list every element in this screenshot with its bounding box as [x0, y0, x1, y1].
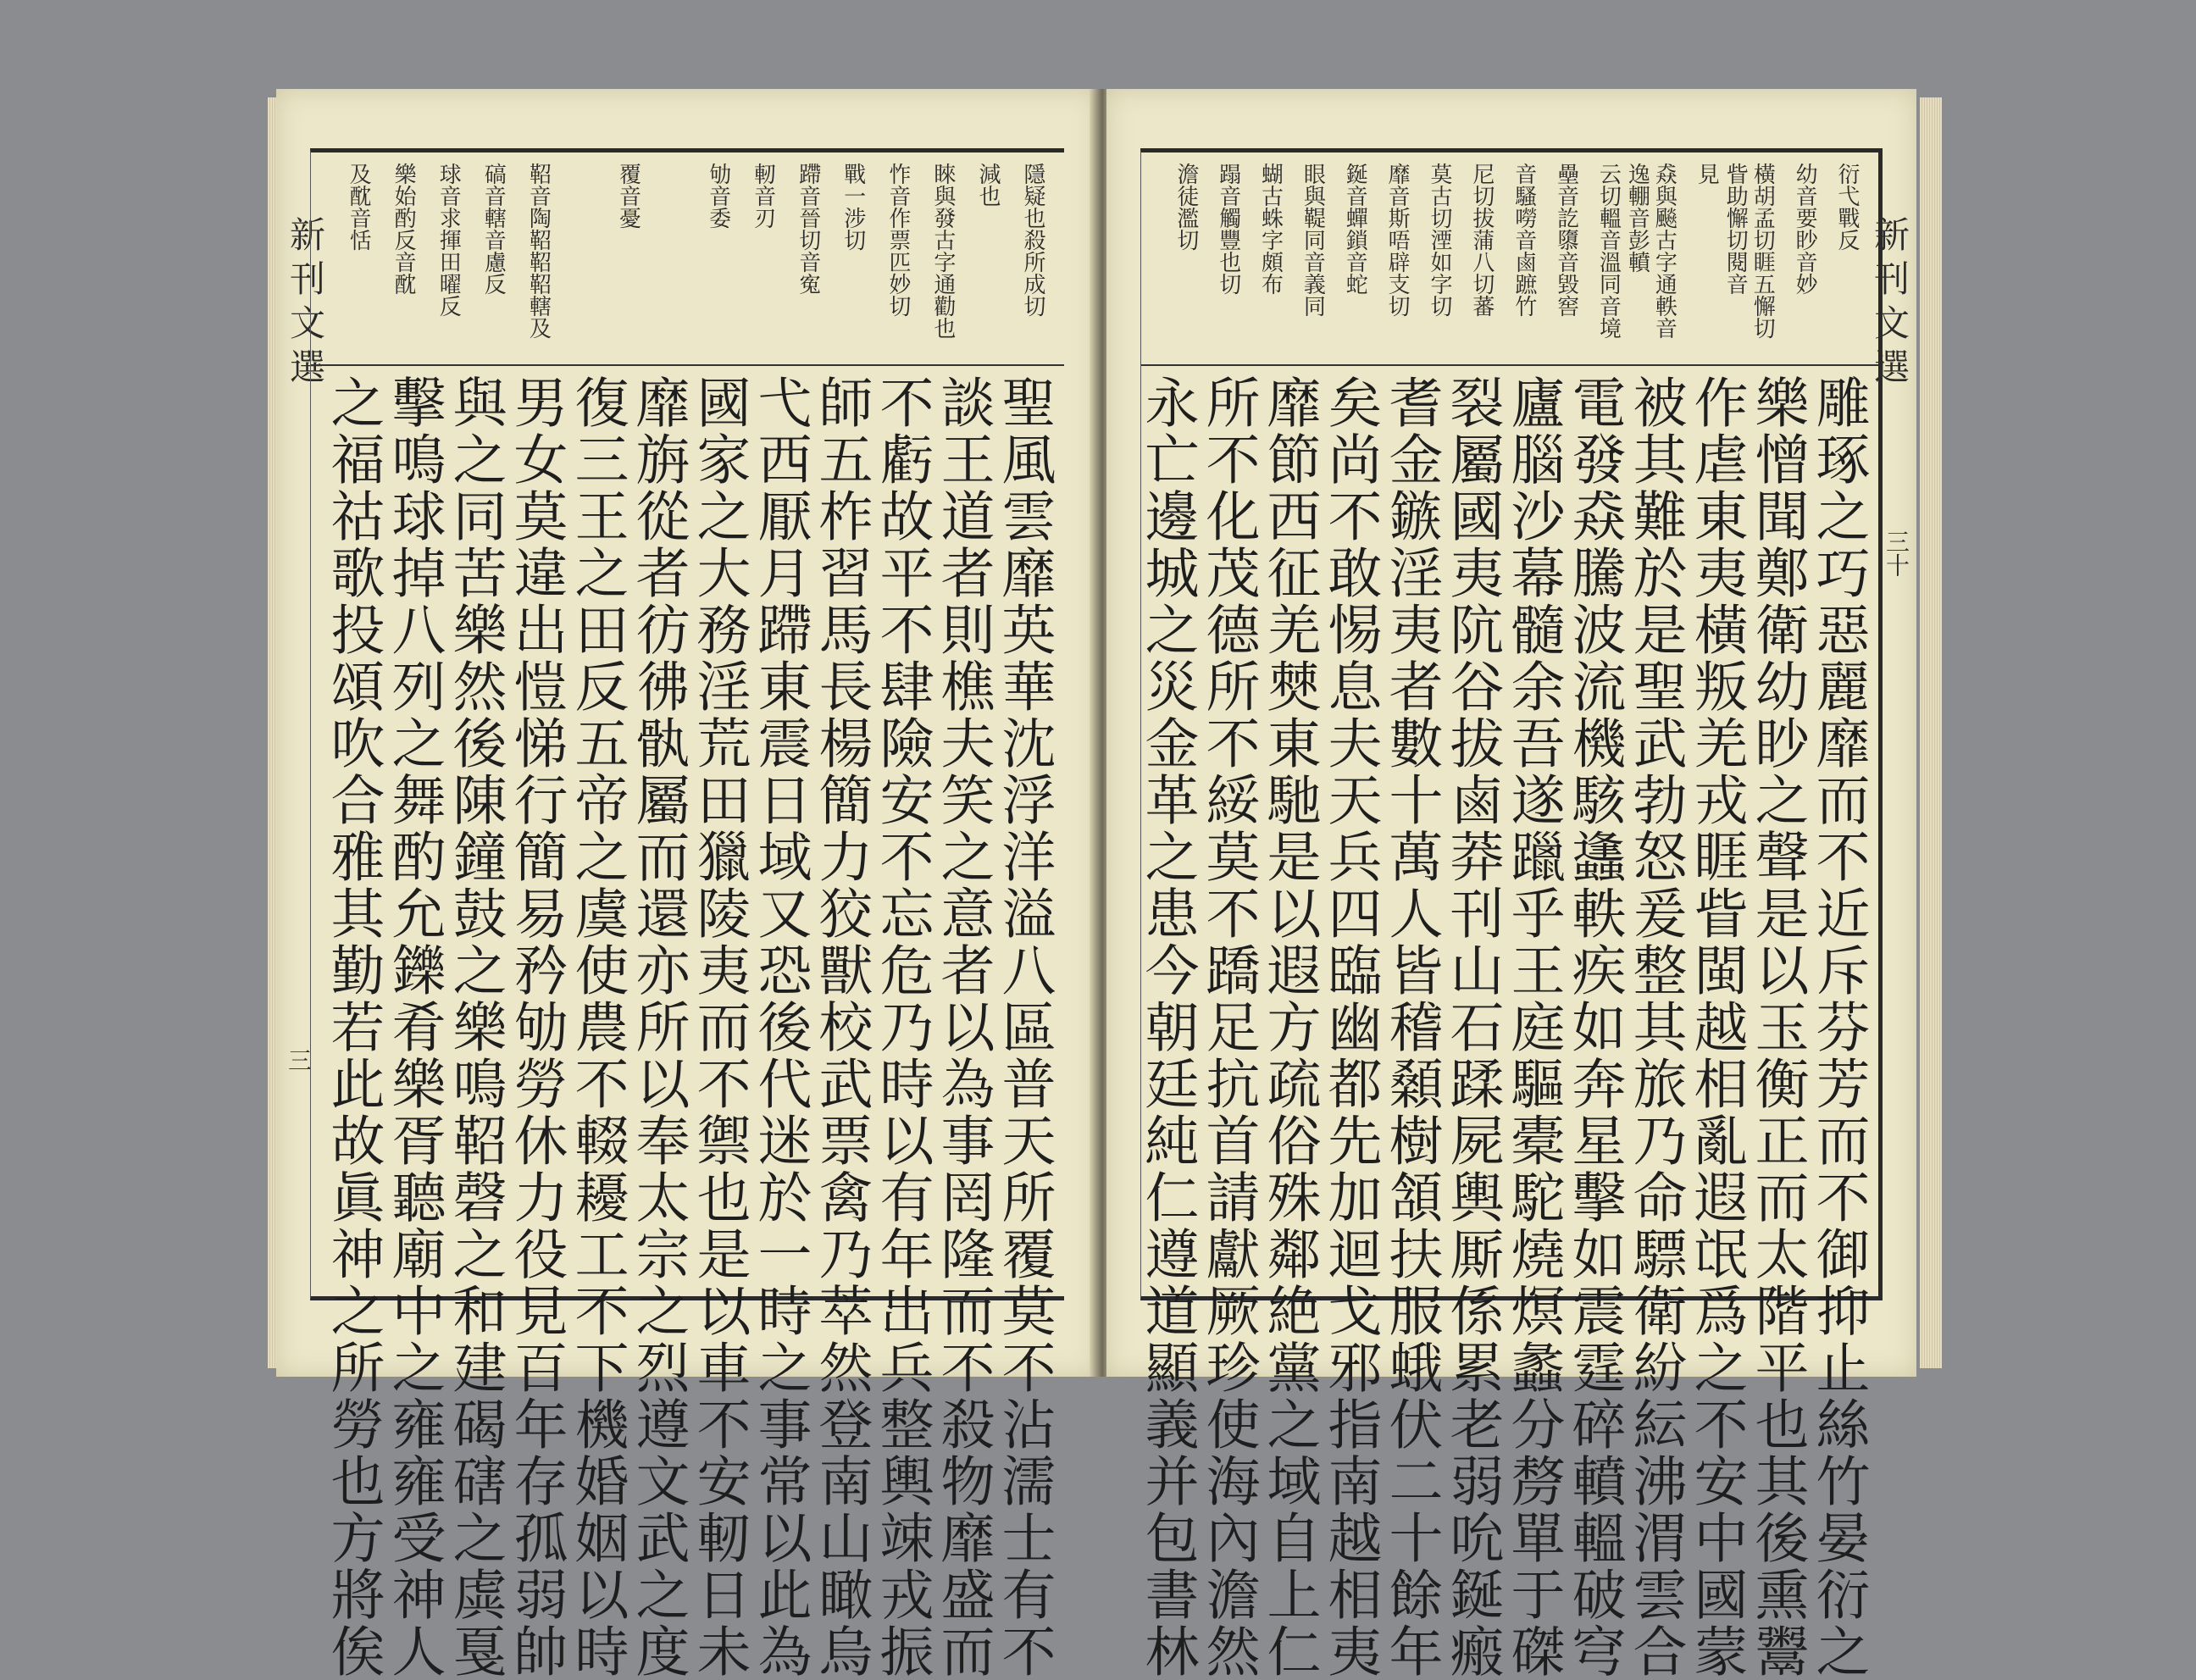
- gloss-entry: 減也: [974, 163, 1001, 207]
- right-page: [1106, 89, 1916, 1680]
- right-main-text: [1135, 366, 1878, 1680]
- gloss-entry: 戰一涉切: [840, 163, 866, 251]
- right-gloss-band: [1141, 152, 1878, 366]
- text-column: 裂屬國夷阬谷拔鹵莽刊山石蹂屍輿厮係累老弱吮鋋瘢: [1440, 374, 1504, 1680]
- text-column: 作虐東夷橫叛羌戎睚眥閩越相亂遐氓爲之不安中國蒙: [1684, 374, 1748, 1680]
- left-margin-title: 新刊文選: [285, 216, 326, 392]
- left-folio: 三: [285, 1048, 313, 1072]
- gloss-entry: 碻音轄音慮反: [480, 163, 507, 295]
- gloss-entry: 靡音斯唔辟支切: [1384, 163, 1411, 317]
- text-column: 所不化茂德所不綏莫不蹻足抗首請獻厥珍使海內澹然: [1196, 374, 1260, 1680]
- gloss-entry: 樂始酌反音酖: [391, 163, 417, 295]
- text-column: 與之同苦樂然後陳鐘鼓之樂鳴鞀磬之和建碣磍之虡戛: [443, 374, 507, 1680]
- gloss-entry: 蹛音晉切音寃: [795, 163, 821, 295]
- gloss-entry: [643, 163, 686, 358]
- text-column: 不虧故平不肆險安不忘危乃時以有年出兵整輿竦戎振: [870, 374, 934, 1680]
- gloss-entry: 劬音委: [705, 163, 731, 229]
- right-text-frame: [1135, 148, 1883, 1680]
- right-gloss-area: [1141, 152, 1878, 364]
- gloss-entry: [553, 163, 596, 358]
- text-column: 之福祜歌投頌吹合雅其勤若此故眞神之所勞也方將俟: [321, 374, 385, 1680]
- gloss-entry: 蹋音觸豐也切: [1215, 163, 1241, 295]
- gloss-entry: 澹徒濫切: [1173, 163, 1199, 251]
- gloss-entry: 猋與飈古字通軼音逸輣音彭轒: [1624, 163, 1678, 339]
- gloss-entry: 橫胡孟切睚五懈切眥助懈切閱音: [1722, 163, 1776, 339]
- right-margin-title: 新刊文選: [1869, 216, 1910, 392]
- gloss-entry: 眼與鞮同音義同: [1300, 163, 1326, 317]
- text-column: 矣尚不敢惕息夫天兵四臨幽都先加迴戈邪指南越相夷: [1318, 374, 1382, 1680]
- gloss-entry: 衍弋戰反: [1834, 163, 1860, 251]
- gloss-entry: 睞與發古字通勸也: [929, 163, 956, 339]
- text-column: 廬腦沙幕髓余吾遂躐乎王庭驅橐駝燒熐蠡分剺單于磔: [1501, 374, 1565, 1680]
- text-column: 雕琢之巧惡麗靡而不近斥芬芳而不御抑止絲竹晏衍之: [1806, 374, 1870, 1680]
- text-column: 永亡邊城之災金革之患今朝廷純仁遵道顯義并包書林: [1135, 374, 1199, 1680]
- gloss-entry: 音騷嘮音鹵蹠竹: [1511, 163, 1537, 317]
- text-column: 耆金鏃淫夷者數十萬人皆稽顙樹頷扶服蛾伏二十餘年: [1379, 374, 1443, 1680]
- gloss-entry: 軔音刃: [750, 163, 776, 229]
- text-column: 被其難於是聖武勃怒爰整其旅乃命驃衛紛紜沸渭雲合: [1623, 374, 1687, 1680]
- left-gloss-band: [311, 152, 1064, 366]
- left-gloss-area: [311, 152, 1064, 364]
- text-column: 電發猋騰波流機駭蠭軼疾如奔星擊如震霆碎轒轀破穹: [1562, 374, 1626, 1680]
- left-main-text: [311, 366, 1064, 1680]
- left-page: [276, 89, 1098, 1680]
- gloss-entry: 見: [1694, 163, 1720, 185]
- gloss-entry: 幼音要眇音妙: [1792, 163, 1818, 295]
- gloss-entry: 覆音憂: [615, 163, 641, 229]
- open-book: [268, 89, 1942, 1680]
- gloss-entry: 壘音訖隳音毀窖: [1553, 163, 1579, 317]
- text-column: 談王道者則樵夫笑之意者以為事罔隆而不殺物靡盛而: [931, 374, 995, 1680]
- gloss-entry: 怍音作票匹妙切: [884, 163, 911, 317]
- text-column: 聖風雲靡英華沈浮洋溢八區普天所覆莫不沾濡士有不: [992, 374, 1056, 1680]
- gloss-entry: 及酖音恬: [346, 163, 372, 251]
- text-column: 復三王之田反五帝之虞使農不輟耰工不下機婚姻以時: [565, 374, 629, 1680]
- left-text-frame: [310, 148, 1064, 1680]
- text-column: 師五柞習馬長楊簡力狡獸校武票禽乃萃然登南山瞰烏: [809, 374, 873, 1680]
- text-column: 樂憎聞鄭衛幼眇之聲是以玉衡正而太階平也其後熏鬻: [1745, 374, 1809, 1680]
- gloss-entry: 蝴古蛛字頗布: [1257, 163, 1284, 295]
- gloss-entry: 球音求揮田曜反: [435, 163, 462, 317]
- text-column: 國家之大務淫荒田獵陵夷而不禦也是以車不安軔日未: [687, 374, 751, 1680]
- gloss-entry: 隱疑也殺所成切: [1020, 163, 1045, 317]
- text-column: 男女莫違出愷悌行簡易矜劬勞休力役見百年存孤弱帥: [504, 374, 568, 1680]
- gloss-entry: 尼切拔蒲八切蕃: [1468, 163, 1494, 317]
- text-column: 靡節西征羌僰東馳是以遐方疏俗殊鄰絶黨之域自上仁: [1257, 374, 1321, 1680]
- gloss-entry: 鞀音陶鞀鞀鞀轄及: [525, 163, 552, 339]
- text-column: 弋西厭月蹛東震日域又恐後代迷於一時之事常以此為: [748, 374, 812, 1680]
- text-column: 靡旃從者彷彿骫屬而還亦所以奉太宗之烈遵文武之度: [626, 374, 690, 1680]
- gloss-entry: 鋋音蟬鎖音蛇: [1342, 163, 1368, 295]
- right-folio: 三十: [1883, 530, 1910, 577]
- gloss-entry: 莫古切湮如字切: [1426, 163, 1452, 317]
- gloss-entry: 云切轀音溫同音境: [1595, 163, 1622, 339]
- page-edges-right: [1920, 97, 1942, 1368]
- text-column: 擊鳴球掉八列之舞酌允鑠肴樂胥聽廟中之雍雍受神人: [382, 374, 446, 1680]
